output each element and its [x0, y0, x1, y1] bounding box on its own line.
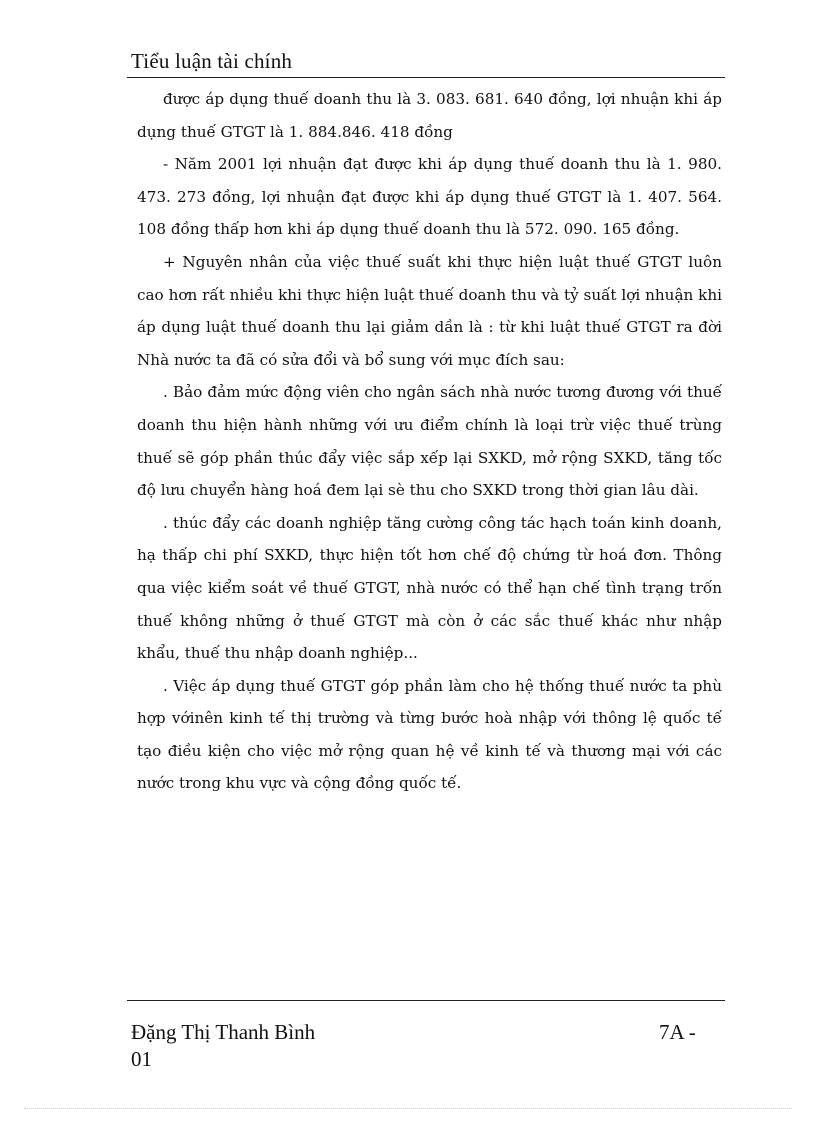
author-name: Đặng Thị Thanh Bình: [131, 1020, 316, 1044]
paragraph-year-2001: - Năm 2001 lợi nhuận đạt được khi áp dụng thuế doanh thu là 1. 980. 473. 273 đồng, lợi nhuận đạt được khi áp dụng thuế GTGT là 1. 407. 564. 108 đồng thấp hơn khi áp dụng thuế doanh thu là 572. 090. 165 đồng.: [137, 155, 722, 239]
paragraph-reason: + Nguyên nhân của việc thuế suất khi thực hiện luật thuế GTGT luôn cao hơn rất nhiều khi thực hiện luật thuế doanh thu và tỷ suất lợi nhuận khi áp dụng luật thuế doanh thu lại giảm dần là : từ khi luật thuế GTGT ra đời Nhà nước ta đã có sửa đổi và bổ sung với mục đích sau:: [137, 252, 722, 369]
footer-divider: [127, 1000, 725, 1001]
paragraph-point-accounting: . thúc đẩy các doanh nghiệp tăng cường công tác hạch toán kinh doanh, hạ thấp chi phí SXKD, thực hiện tốt hơn chế độ chứng từ hoá đơn. Thông qua việc kiểm soát về thuế GTGT, nhà nước có thể hạn chế tình trạng trốn thuế không những ở thuế GTGT mà còn ở các sắc thuế khác như nhập khẩu, thuế thu nhập doanh nghiệp...: [137, 513, 722, 663]
footer-author: [131, 1019, 451, 1073]
page-header-title: Tiểu luận tài chính: [131, 49, 293, 73]
body-text: [137, 83, 722, 800]
footer-class-label: 7A -: [659, 1020, 696, 1044]
paragraph-point-budget: . Bảo đảm mức động viên cho ngân sách nhà nước tương đương với thuế doanh thu hiện hành những với ưu điểm chính là loại trừ việc thuế trùng thuế sẽ góp phần thúc đẩy việc sắp xếp lại SXKD, mở rộng SXKD, tăng tốc độ lưu chuyển hàng hoá đem lại sè thu cho SXKD trong thời gian lâu dài.: [137, 383, 722, 500]
header-divider: [127, 77, 725, 78]
paragraph-continuation: được áp dụng thuế doanh thu là 3. 083. 681. 640 đồng, lợi nhuận khi áp dụng thuế GTGT là 1. 884.846. 418 đồng: [137, 90, 722, 141]
class-suffix: 01: [131, 1047, 152, 1071]
paragraph-point-integration: . Việc áp dụng thuế GTGT góp phần làm cho hệ thống thuế nước ta phù hợp vớinên kinh tế thị trường và từng bước hoà nhập với thông lệ quốc tế tạo điều kiện cho việc mở rộng quan hệ về kinh tế và thương mại với các nước trong khu vực và cộng đồng quốc tế.: [137, 676, 722, 793]
page-bottom-dotted-line: [24, 1108, 792, 1109]
